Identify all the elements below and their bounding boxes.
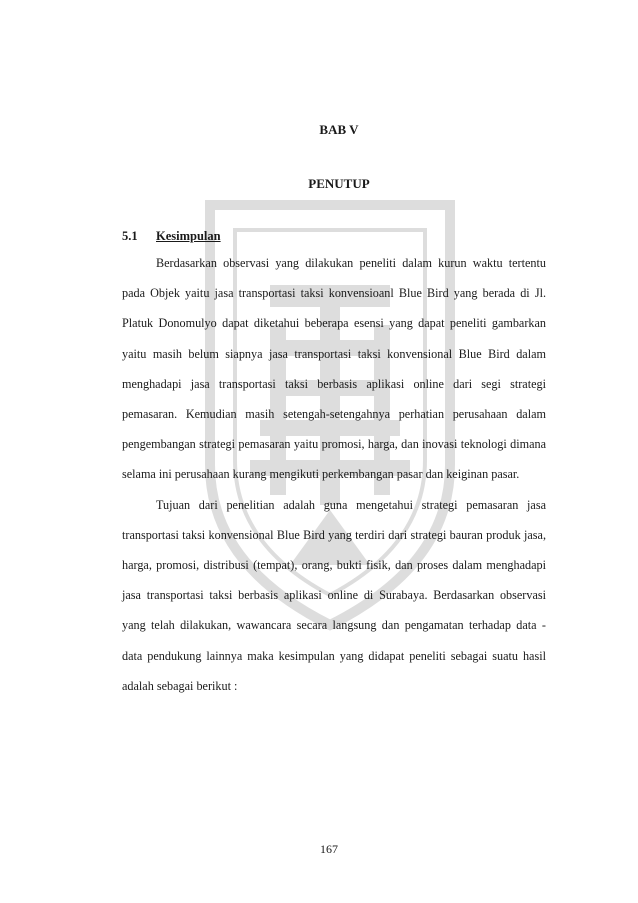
paragraph: Berdasarkan observasi yang dilakukan peneliti dalam kurun waktu tertentu pada Objek yaitu jasa transportasi taksi konvensioanl Blue Bird yang berada di Jl. Platuk Donomulyo dapat diketahui beberapa esensi yang dapat peneliti gambarkan yaitu masih belum siapnya jasa transportasi taksi konvensional Blue Bird dalam menghadapi jasa transportasi taksi berbasis aplikasi online dari segi strategi pemasaran. Kemudian masih setengah-setengahnya perhatian perusahaan dalam pengembangan strategi pemasaran yaitu promosi, harga, dan inovasi teknologi dimana selama ini perusahaan kurang mengikuti perkembangan pasar dan keiginan pasar. xyxy=(122,256,546,482)
page-number: 167 xyxy=(320,842,338,856)
section-heading xyxy=(122,229,221,244)
chapter-number: BAB V xyxy=(319,122,359,137)
paragraph: Tujuan dari penelitian adalah guna mengetahui strategi pemasaran jasa transportasi taksi konvensional Blue Bird yang terdiri dari strategi bauran produk jasa, harga, promosi, distribusi (tempat), orang, bukti fisik, dan proses dalam menghadapi jasa transportasi taksi berbasis aplikasi online di Surabaya. Berdasarkan observasi yang telah dilakukan, wawancara secara langsung dan pengamatan terhadap data - data pendukung lainnya maka kesimpulan yang didapat peneliti sebagai suatu hasil adalah sebagai berikut : xyxy=(122,497,546,693)
document-body xyxy=(122,248,546,701)
chapter-title: PENUTUP xyxy=(308,176,370,191)
section-title: Kesimpulan xyxy=(156,229,221,243)
section-number: 5.1 xyxy=(122,229,138,243)
